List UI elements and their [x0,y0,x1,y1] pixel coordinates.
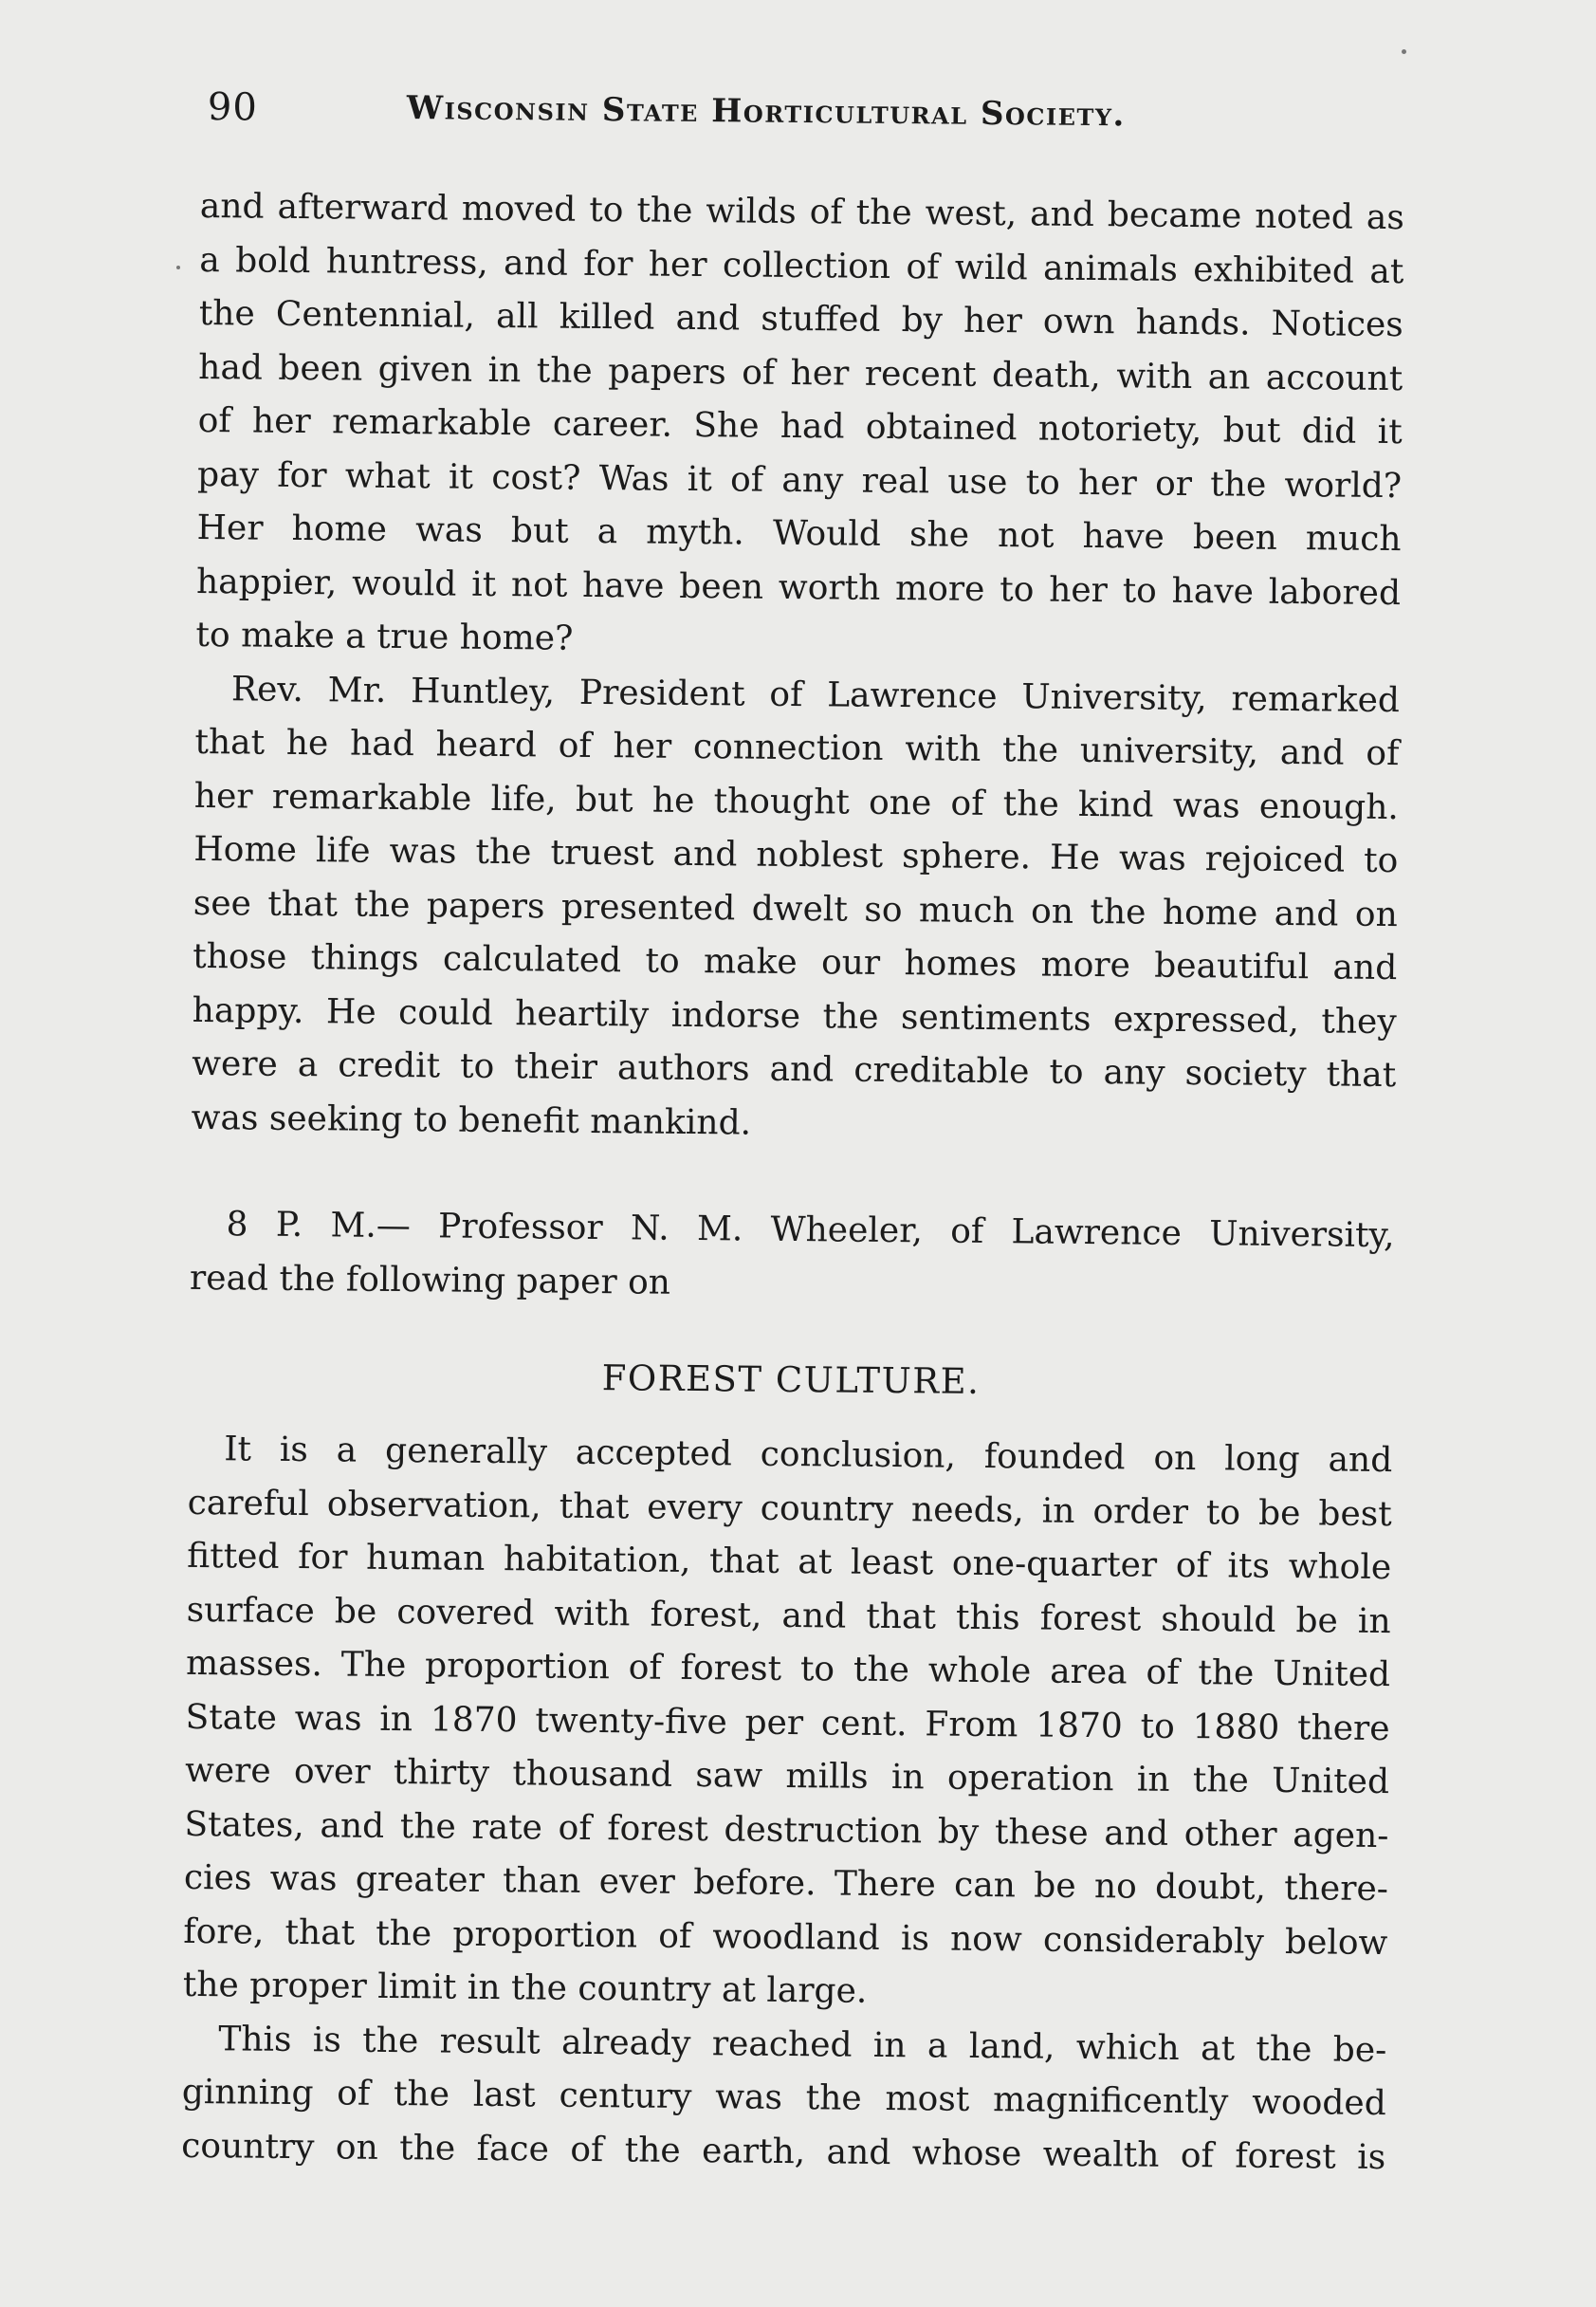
paper-speck [176,266,180,269]
text-line: pay for what it cost? Was it of any real use to her or the world? [196,454,1403,506]
paragraph-forest-intro [183,1423,1393,2024]
text-line: States, and the rate of forest destruction by these and other agen- [184,1804,1389,1855]
text-line: fitted for human habitation, that at least one-quarter of its whole [187,1536,1392,1588]
text-line: those things calculated to make our homes more beautiful and [193,936,1398,988]
text-line: were over thirty thousand saw mills in operation in the United [184,1750,1390,1802]
text-line: cies was greater than ever before. There can be no doubt, there- [183,1857,1389,1910]
page-number: 90 [207,85,259,130]
page-body [181,180,1404,2185]
text-line: fore, that the proportion of woodland is now considerably below [183,1911,1388,1963]
text-line: her remarkable life, but he thought one of the kind was enough. [193,776,1400,827]
text-line: State was in 1870 twenty-five per cent. From 1870 to 1880 there [185,1697,1390,1748]
text-line: a bold huntress, and for her collection of wild animals exhibited at [199,240,1404,291]
text-line: that he had heard of her connection with the university, and of [194,722,1400,774]
text-line: Her home was but a myth. Would she not have been much [196,508,1402,560]
text-line: country on the face of the earth, and whose wealth of forest is [181,2126,1386,2177]
paragraph-evening-session [190,1198,1395,1317]
text-line: 8 P. M.— Professor N. M. Wheeler, of Lawrence University, [226,1205,1395,1256]
text-line: the Centennial, all killed and stuffed by her own hands. Notices [198,293,1403,345]
paragraph-continued [195,180,1404,674]
text-line: see that the papers presented dwelt so much on the home and on [193,883,1398,934]
text-line: were a credit to their authors and creditable to any society that [192,1043,1397,1096]
text-line: Rev. Mr. Huntley, President of Lawrence University, remarked [230,669,1401,720]
text-line: was seeking to benefit mankind. [191,1098,752,1143]
text-line: Home life was the truest and noblest sphere. He was rejoiced to [193,829,1399,881]
paragraph-huntley-remarks [191,662,1400,1156]
running-title: Wisconsin State Horticultural Society. [406,89,1127,135]
text-line: This is the result already reached in a land, which at the be- [218,2019,1387,2070]
text-line: careful observation, that every country needs, in order to be best [187,1483,1392,1534]
running-head [208,85,1232,142]
text-line: to make a true home? [195,615,574,658]
section-heading: FOREST CULTURE. [601,1357,981,1402]
text-line: It is a generally accepted conclusion, founded on long and [224,1430,1393,1481]
text-line: the proper limit in the country at large. [182,1965,868,2011]
text-line: and afterward moved to the wilds of the west, and became noted as [199,186,1405,238]
paragraph-forest-result [181,2012,1387,2185]
paper-speck [1402,49,1406,54]
text-line: masses. The proportion of forest to the whole area of the United [185,1643,1391,1695]
text-line: had been given in the papers of her recent death, with an account [198,347,1403,398]
text-line: ginning of the last century was the most magnificently wooded [181,2072,1386,2124]
text-line: of her remarkable career. She had obtained notoriety, but did it [197,400,1403,452]
text-line: read the following paper on [189,1258,671,1302]
text-line: surface be covered with forest, and that this forest should be in [186,1590,1391,1641]
text-line: happy. He could heartily indorse the sentiments expressed, they [192,990,1397,1042]
text-line: happier, would it not have been worth more to her to have labored [195,562,1402,613]
